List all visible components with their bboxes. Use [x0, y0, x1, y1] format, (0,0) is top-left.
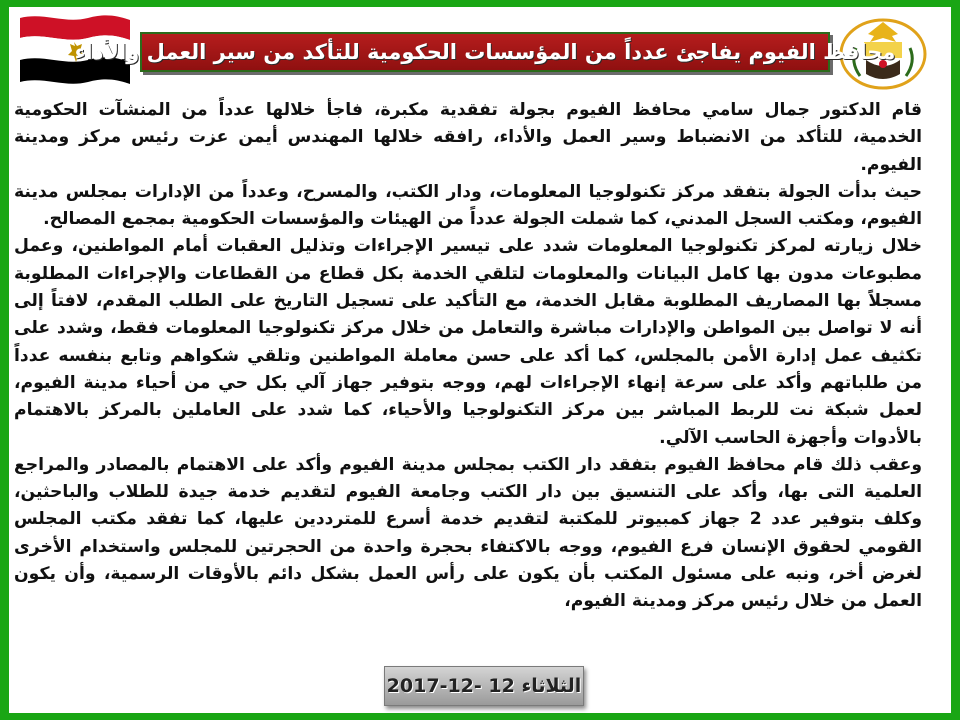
article-paragraph: خلال زيارته لمركز تكنولوجيا المعلومات شدد على تيسير الإجراءات وتذليل العقبات أمام المواطنين، وعمل مطبوعات مدون بها كامل البيانات والمعلومات لتلقي الخدمة بكل قطاع من القطاعات والإجراءات المطلوبة مسجلاً بها المصاريف المطلوبة مقابل الخدمة، مع التأكيد على تسجيل التاريخ على الطلب المقدم، لافتاً إلى أنه لا تواصل بين المواطن والإدارات مباشرة والتعامل من خلال مركز تكنولوجيا المعلومات فقط، وشدد على تكثيف عمل إدارة الأمن بالمجلس، كما أكد على حسن معاملة المواطنين وتلقي شكواهم وتابع بنفسه عدداً من طلباتهم وأكد على سرعة إنهاء الإجراءات لهم، ووجه بتوفير جهاز آلي بكل حي من أحياء مدينة الفيوم، لعمل شبكة نت للربط المباشر بين مركز التكنولوجيا والأحياء، كما شدد على العاملين بالمركز بالاهتمام بالأدوات وأجهزة الحاسب الآلي. — [14, 236, 922, 448]
article-paragraph: قام الدكتور جمال سامي محافظ الفيوم بجولة تفقدية مكبرة، فاجأ خلالها عدداً من المنشآت الحكومية الخدمية، للتأكد من الانضباط وسير العمل والأداء، رافقه خلالها المهندس أيمن عزت رئيس مركز ومدينة الفيوم. — [14, 100, 922, 175]
date-text: الثلاثاء 12 -12-2017 — [386, 675, 582, 697]
article-paragraph: وعقب ذلك قام محافظ الفيوم بتفقد دار الكتب بمجلس مدينة الفيوم وأكد على الاهتمام بالمصادر والمراجع العلمية التى بها، وأكد على التنسيق بين دار الكتب وجامعة الفيوم لتقديم خدمة جيدة للطلاب والباحثين، وكلف بتوفير عدد 2 جهاز كمبيوتر للمكتبة لتقديم خدمة أسرع للمترددين عليها، كما تفقد مكتب المجلس القومي لحقوق الإنسان فرع الفيوم، ووجه بالاكتفاء بحجرة واحدة من الحجرتين للمجلس واستخدام الأخرى لغرض أخر، ونبه على مسئول المكتب بأن يكون على رأس العمل بشكل دائم بالأوقات الرسمية، وأن يكون العمل من خلال رئيس مركز ومدينة الفيوم، — [14, 454, 923, 612]
date-badge — [384, 666, 584, 706]
headline-text: محافظ الفيوم يفاجئ عدداً من المؤسسات الحكومية للتأكد من سير العمل والأداء — [74, 40, 896, 64]
article-body — [14, 97, 922, 616]
article-paragraph: حيث بدأت الجولة بتفقد مركز تكنولوجيا المعلومات، ودار الكتب، والمسرح، وعدداً من الإدارات بمجلس مدينة الفيوم، ومكتب السجل المدني، كما شملت الجولة عدداً من الهيئات والمؤسسات الحكومية بمجمع المصالح. — [14, 181, 922, 230]
headline-banner — [74, 32, 896, 72]
